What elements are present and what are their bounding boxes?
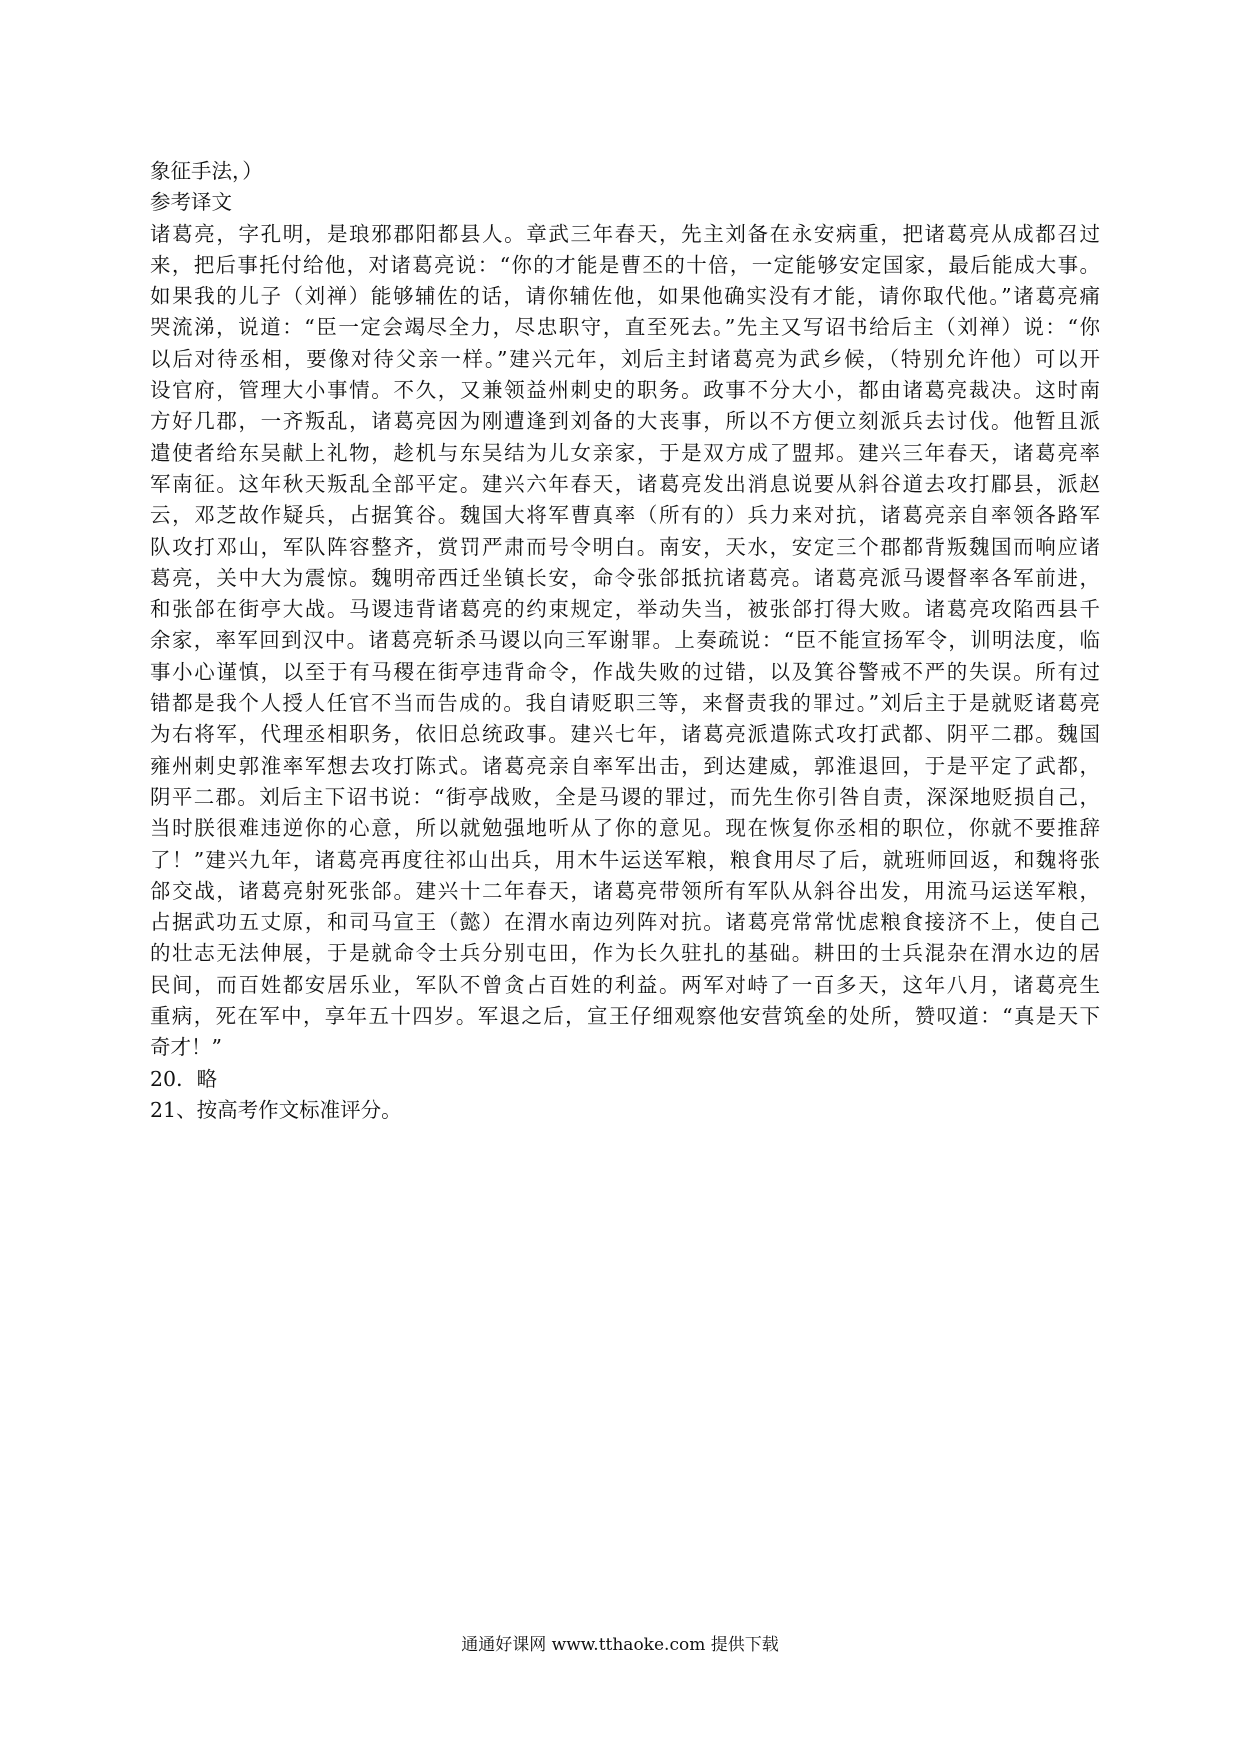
text-line: 来，把后事托付给他，对诸葛亮说：“你的才能是曹丕的十倍，一定能够安定国家，最后能成大事。 — [150, 252, 1100, 277]
text-line: 民间，而百姓都安居乐业，军队不曾贪占百姓的利益。两军对峙了一百多天，这年八月，诸葛亮生 — [150, 972, 1100, 997]
text-line: 葛亮，关中大为震惊。魏明帝西迁坐镇长安，命令张郃抵抗诸葛亮。诸葛亮派马谡督率各军前进， — [150, 565, 1100, 590]
text-line: 雍州刺史郭淮率军想去攻打陈式。诸葛亮亲自率军出击，到达建威，郭淮退回，于是平定了武都， — [150, 753, 1100, 778]
text-line: 队攻打邓山，军队阵容整齐，赏罚严肃而号令明白。南安，天水，安定三个郡都背叛魏国而响应诸 — [150, 534, 1100, 559]
text-line: 如果我的儿子（刘禅）能够辅佐的话，请你辅佐他，如果他确实没有才能，请你取代他。”诸葛亮痛 — [150, 284, 1100, 309]
text-line: 余家，率军回到汉中。诸葛亮斩杀马谡以向三军谢罪。上奏疏说：“臣不能宣扬军令，训明法度，临 — [150, 628, 1100, 653]
text-line: 郃交战，诸葛亮射死张郃。建兴十二年春天，诸葛亮带领所有军队从斜谷出发，用流马运送军粮， — [150, 878, 1100, 903]
section-heading: 参考译文 — [150, 190, 232, 215]
text-line: 军南征。这年秋天叛乱全部平定。建兴六年春天，诸葛亮发出消息说要从斜谷道去攻打郿县，派赵 — [150, 471, 1100, 496]
text-line: 和张郃在街亭大战。马谡违背诸葛亮的约束规定，举动失当，被张郃打得大败。诸葛亮攻陷西县千 — [150, 597, 1100, 622]
text-line: 以后对待丞相，要像对待父亲一样。”建兴元年，刘后主封诸葛亮为武乡候，（特别允许他）可以开 — [150, 346, 1100, 371]
answer-item-21: 21、按高考作文标准评分。 — [150, 1097, 402, 1122]
text-line: 重病，死在军中，享年五十四岁。军退之后，宣王仔细观察他安营筑垒的处所，赞叹道：“真是天下 — [150, 1004, 1100, 1029]
text-line: 当时朕很难违逆你的心意，所以就勉强地听从了你的意见。现在恢复你丞相的职位，你就不要推辞 — [150, 816, 1100, 841]
text-line: 了！”建兴九年，诸葛亮再度往祁山出兵，用木牛运送军粮，粮食用尽了后，就班师回返，和魏将张 — [150, 847, 1100, 872]
answer-item-20: 20．略 — [150, 1066, 218, 1091]
text-line: 错都是我个人授人任官不当而告成的。我自请贬职三等，来督责我的罪过。”刘后主于是就贬诸葛亮 — [150, 691, 1100, 716]
text-line: 遣使者给东吴献上礼物，趁机与东吴结为儿女亲家，于是双方成了盟邦。建兴三年春天，诸葛亮率 — [150, 440, 1100, 465]
text-line: 诸葛亮，字孔明，是琅邪郡阳都县人。章武三年春天，先主刘备在永安病重，把诸葛亮从成都召过 — [150, 221, 1100, 246]
text-line: 哭流涕，说道：“臣一定会竭尽全力，尽忠职守，直至死去。”先主又写诏书给后主（刘禅）说：“你 — [150, 315, 1100, 340]
document-body — [150, 156, 1100, 1126]
text-line: 为右将军，代理丞相职务，依旧总统政事。建兴七年，诸葛亮派遣陈式攻打武都、阴平二郡。魏国 — [150, 722, 1100, 747]
text-line: 奇才！” — [150, 1035, 222, 1060]
text-line: 方好几郡，一齐叛乱，诸葛亮因为刚遭逢到刘备的大丧事，所以不方便立刻派兵去讨伐。他暂且派 — [150, 409, 1100, 434]
text-line: 象征手法，） — [150, 159, 263, 183]
text-line: 阴平二郡。刘后主下诏书说：“街亭战败，全是马谡的罪过，而先生你引咎自责，深深地贬损自己， — [150, 784, 1100, 809]
text-line: 云，邓芝故作疑兵，占据箕谷。魏国大将军曹真率（所有的）兵力来对抗，诸葛亮亲自率领各路军 — [150, 503, 1100, 528]
text-line: 事小心谨慎，以至于有马稷在街亭违背命令，作战失败的过错，以及箕谷警戒不严的失误。所有过 — [150, 659, 1100, 684]
text-line: 设官府，管理大小事情。不久，又兼领益州刺史的职务。政事不分大小，都由诸葛亮裁决。这时南 — [150, 378, 1100, 403]
text-line: 的壮志无法伸展，于是就命令士兵分别屯田，作为长久驻扎的基础。耕田的士兵混杂在渭水边的居 — [150, 941, 1100, 966]
page-footer: 通通好课网 www.tthaoke.com 提供下载 — [461, 1635, 779, 1655]
text-line: 占据武功五丈原，和司马宣王（懿）在渭水南边列阵对抗。诸葛亮常常忧虑粮食接济不上，使自己 — [150, 910, 1100, 935]
